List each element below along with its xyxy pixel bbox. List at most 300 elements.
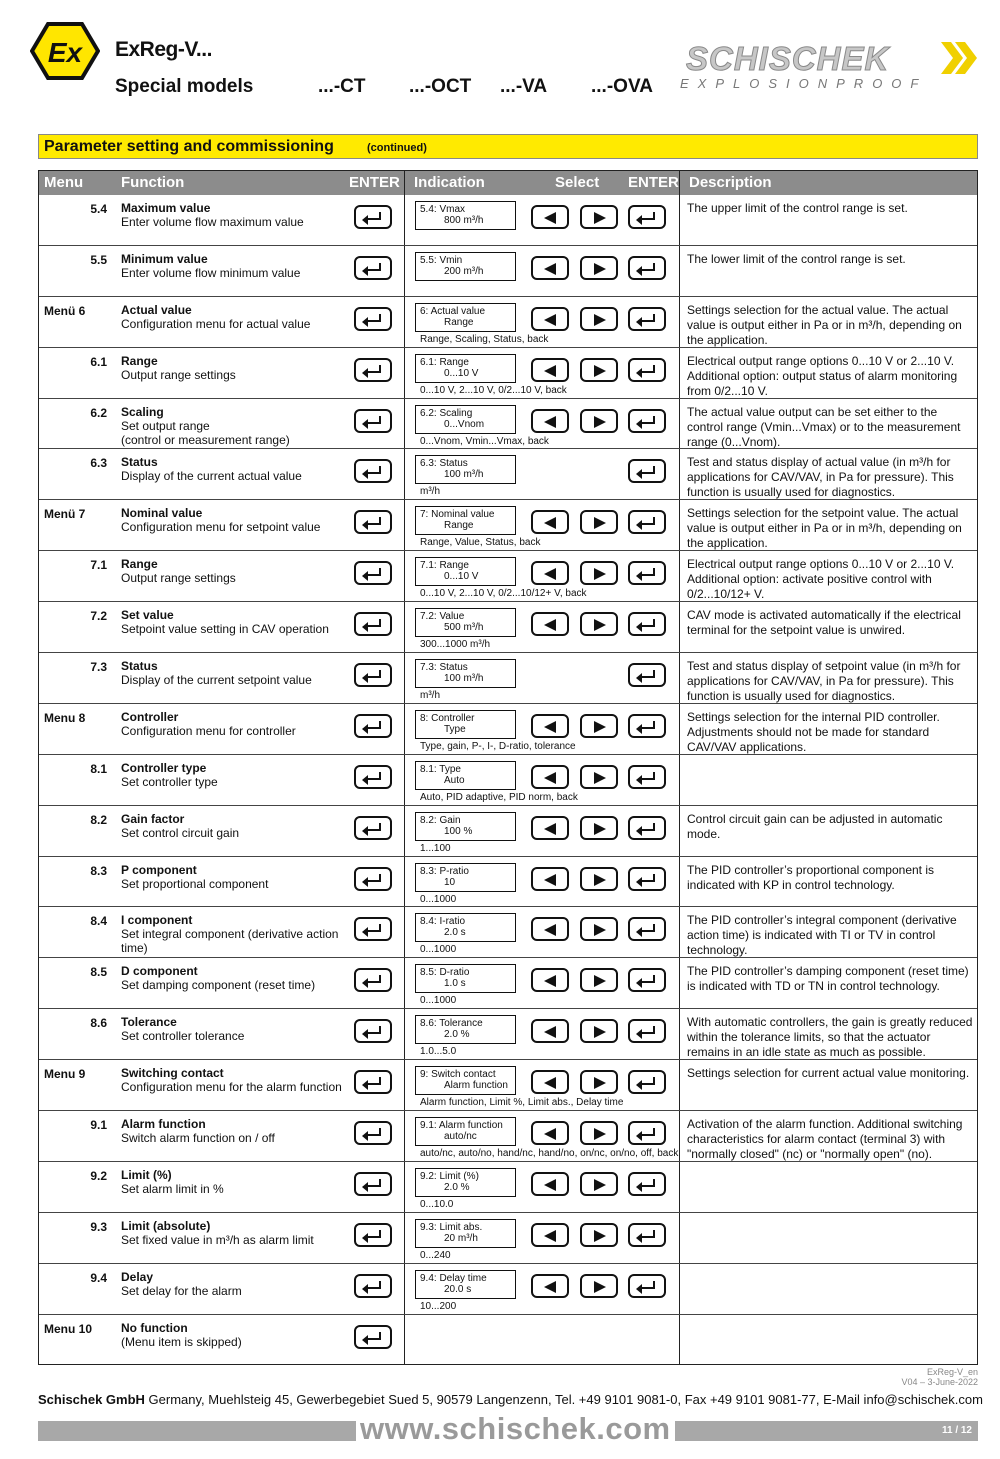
display-line-1: 5.4: Vmax bbox=[420, 204, 466, 215]
enter-key-icon bbox=[628, 459, 666, 483]
function-subtitle: Display of the current setpoint value bbox=[121, 673, 312, 688]
enter-key-icon bbox=[628, 256, 666, 280]
description-text: CAV mode is activated automatically if the electrical terminal for the setpoint value is unwired. bbox=[687, 608, 961, 638]
display-line-2: 2.0 % bbox=[444, 1029, 470, 1041]
arrow-left-key-icon bbox=[531, 409, 569, 433]
arrow-left-key-icon bbox=[531, 714, 569, 738]
options-text: 0...10 V, 2...10 V, 0/2...10 V, back bbox=[420, 384, 567, 396]
menu-number: 8.1 bbox=[90, 761, 107, 776]
display-line-1: 8: Controller bbox=[420, 712, 475, 724]
doc-version bbox=[901, 1367, 978, 1387]
description-text: The lower limit of the control range is set. bbox=[687, 251, 906, 266]
display-line-2: Auto bbox=[444, 774, 465, 786]
arrow-left-key-icon bbox=[531, 510, 569, 534]
table-row bbox=[39, 297, 977, 348]
menu-number: 6.2 bbox=[90, 405, 107, 420]
description-text: The upper limit of the control range is set. bbox=[687, 201, 908, 215]
description-text: The actual value output can be set either to the control range (Vmin...Vmax) or to the measurement range (0...Vnom). bbox=[687, 404, 961, 449]
function-subtitle: Set output range (control or measurement range) bbox=[121, 418, 290, 447]
company-address bbox=[38, 1392, 983, 1407]
display-line-1: 7.1: Range bbox=[420, 560, 469, 572]
function-cell bbox=[121, 303, 351, 331]
enter-key-icon bbox=[628, 816, 666, 840]
display-line-1: 7.3: Status bbox=[420, 662, 468, 674]
display-line-2: 100 m³/h bbox=[444, 673, 484, 685]
function-title: I component bbox=[121, 913, 193, 928]
table-row bbox=[39, 1213, 977, 1264]
options-text: Range, Value, Status, back bbox=[420, 537, 541, 549]
menu-number: 5.5 bbox=[90, 252, 107, 267]
enter-key-icon bbox=[628, 765, 666, 789]
display-line-1: 8.5: D-ratio bbox=[420, 967, 470, 979]
function-title: Maximum value bbox=[121, 201, 211, 215]
chevron-arrows-icon bbox=[941, 42, 983, 74]
variant-ova: ...-OVA bbox=[591, 76, 653, 97]
enter-key-icon bbox=[628, 1121, 666, 1145]
brand-tagline: EXPLOSIONPROOF bbox=[680, 76, 928, 91]
enter-key-icon bbox=[354, 256, 392, 280]
description-text: Control circuit gain can be adjusted in automatic mode. bbox=[687, 811, 943, 841]
function-title: Delay bbox=[121, 1269, 154, 1284]
arrow-right-key-icon bbox=[580, 307, 618, 331]
function-title: Gain factor bbox=[121, 811, 185, 826]
section-note: (continued) bbox=[367, 142, 427, 154]
function-subtitle: Enter volume flow minimum value bbox=[121, 265, 301, 280]
options-text: 0...1000 bbox=[420, 893, 457, 905]
display-line-1: 8.1: Type bbox=[420, 763, 461, 775]
menu-number: 8.2 bbox=[90, 812, 107, 827]
arrow-right-key-icon bbox=[580, 816, 618, 840]
display-line-1: 6.3: Status bbox=[420, 458, 468, 470]
arrow-left-key-icon bbox=[531, 1070, 569, 1094]
arrow-left-key-icon bbox=[531, 1121, 569, 1145]
function-title: Actual value bbox=[121, 302, 192, 317]
function-subtitle: Set damping component (reset time) bbox=[121, 978, 316, 993]
function-cell bbox=[121, 608, 351, 636]
function-subtitle: Output range settings bbox=[121, 367, 236, 382]
display-line-1: 8.4: I-ratio bbox=[420, 916, 466, 928]
lcd-display bbox=[415, 863, 516, 892]
arrow-right-key-icon bbox=[580, 510, 618, 534]
function-cell bbox=[121, 1066, 351, 1094]
table-row bbox=[39, 602, 977, 653]
header-enter-2: ENTER bbox=[628, 174, 679, 191]
lcd-display bbox=[415, 1168, 516, 1197]
display-line-2: Range bbox=[444, 520, 474, 532]
function-subtitle: Set delay for the alarm bbox=[121, 1283, 242, 1298]
table-row bbox=[39, 907, 977, 958]
menu-number: 9.2 bbox=[90, 1168, 107, 1183]
header-select: Select bbox=[555, 174, 600, 191]
description-text: Activation of the alarm function. Additional switching characteristics for alarm contact (terminal 3) with "normally closed" (nc) or "normally open" (no). bbox=[687, 1117, 963, 1162]
arrow-right-key-icon bbox=[580, 409, 618, 433]
enter-key-icon bbox=[354, 917, 392, 941]
function-cell bbox=[121, 710, 351, 738]
table-row bbox=[39, 1162, 977, 1213]
arrow-left-key-icon bbox=[531, 765, 569, 789]
display-line-1: 8.2: Gain bbox=[420, 814, 461, 826]
options-text: 0...240 bbox=[420, 1249, 451, 1261]
section-title: Parameter setting and commissioning bbox=[44, 138, 334, 155]
description-text: Test and status display of actual value (in m³/h for applications for CAV/VAV, in Pa for pressure). This function is usually used for diagnostics. bbox=[687, 455, 954, 500]
options-text: 0...Vnom, Vmin...Vmax, back bbox=[420, 435, 549, 447]
arrow-right-key-icon bbox=[580, 1070, 618, 1094]
display-line-1: 6.1: Range bbox=[420, 356, 469, 368]
options-text: Alarm function, Limit %, Limit abs., Delay time bbox=[420, 1097, 624, 1109]
function-cell bbox=[121, 455, 351, 483]
function-subtitle: Enter volume flow maximum value bbox=[121, 215, 304, 229]
description-text: Electrical output range options 0...10 V or 2...10 V. Additional option: output status of alarm monitoring from 0/2...10 V. bbox=[687, 353, 958, 398]
description-text: With automatic controllers, the gain is greatly reduced within the tolerance limits, so that the actuator remains in an idle state as much as possible. bbox=[687, 1015, 973, 1060]
lcd-display bbox=[415, 1015, 516, 1044]
table-row bbox=[39, 755, 977, 806]
arrow-left-key-icon bbox=[531, 256, 569, 280]
arrow-left-key-icon bbox=[531, 358, 569, 382]
enter-key-icon bbox=[628, 1019, 666, 1043]
enter-key-icon bbox=[354, 1325, 392, 1349]
display-line-2: Range bbox=[444, 316, 474, 328]
description-text: Settings selection for the setpoint value. The actual value is output either in Pa or in m³/h, depending on the application. bbox=[687, 506, 962, 551]
lcd-display bbox=[415, 1117, 516, 1146]
display-line-2: 20.0 s bbox=[444, 1283, 472, 1295]
arrow-right-key-icon bbox=[580, 917, 618, 941]
display-line-2: 1.0 s bbox=[444, 978, 466, 990]
options-text: 0...10.0 bbox=[420, 1198, 454, 1210]
brand-logo bbox=[678, 40, 983, 96]
arrow-right-key-icon bbox=[580, 1019, 618, 1043]
options-text: m³/h bbox=[420, 690, 440, 702]
table-row bbox=[39, 1264, 977, 1315]
website-url[interactable]: www.schischek.com bbox=[356, 1411, 675, 1447]
display-line-2: 500 m³/h bbox=[444, 622, 484, 634]
lcd-display bbox=[415, 506, 516, 535]
description-text: The PID controller’s proportional component is indicated with KP in control technology. bbox=[687, 862, 935, 892]
enter-key-icon bbox=[628, 1223, 666, 1247]
options-text: 0...10 V, 2...10 V, 0/2...10/12+ V, back bbox=[420, 588, 587, 600]
function-cell bbox=[121, 659, 351, 687]
menu-number: Menü 7 bbox=[44, 507, 86, 522]
enter-key-icon bbox=[628, 663, 666, 687]
table-row bbox=[39, 1315, 977, 1366]
lcd-display bbox=[415, 1270, 516, 1299]
function-title: Status bbox=[121, 659, 158, 674]
function-title: Minimum value bbox=[121, 251, 208, 266]
enter-key-icon bbox=[628, 714, 666, 738]
lcd-display bbox=[415, 252, 516, 281]
enter-key-icon bbox=[354, 816, 392, 840]
arrow-right-key-icon bbox=[580, 765, 618, 789]
display-line-1: 9.3: Limit abs. bbox=[420, 1221, 483, 1233]
options-text: 0...1000 bbox=[420, 944, 457, 956]
arrow-right-key-icon bbox=[580, 256, 618, 280]
function-title: Tolerance bbox=[121, 1015, 177, 1030]
special-models-label: Special models bbox=[115, 76, 254, 97]
options-text: Type, gain, P-, I-, D-ratio, tolerance bbox=[420, 740, 576, 752]
table-header bbox=[39, 171, 977, 195]
table-row bbox=[39, 653, 977, 704]
enter-key-icon bbox=[354, 765, 392, 789]
description-text: Settings selection for current actual value monitoring. bbox=[687, 1066, 970, 1081]
function-title: Scaling bbox=[121, 404, 164, 419]
function-title: P component bbox=[121, 862, 197, 877]
arrow-left-key-icon bbox=[531, 917, 569, 941]
menu-number: Menu 10 bbox=[44, 1321, 93, 1336]
function-subtitle: Set fixed value in m³/h as alarm limit bbox=[121, 1232, 314, 1247]
table-row bbox=[39, 857, 977, 908]
function-cell bbox=[121, 863, 351, 891]
function-cell bbox=[121, 812, 351, 840]
table-row bbox=[39, 348, 977, 399]
display-line-2: Alarm function bbox=[444, 1080, 508, 1092]
table-row bbox=[39, 246, 977, 297]
ex-logo bbox=[30, 22, 100, 80]
enter-key-icon bbox=[628, 1274, 666, 1298]
menu-number: 5.4 bbox=[90, 202, 107, 216]
table-row bbox=[39, 1060, 977, 1111]
description-text: Test and status display of setpoint value (in m³/h for applications for CAV/VAV, in Pa for pressure). This function is usually used for diagnostics. bbox=[687, 659, 961, 704]
description-text: Settings selection for the actual value. The actual value is output either in Pa or in m³/h, depending on the application. bbox=[687, 302, 962, 347]
menu-number: 8.4 bbox=[90, 914, 107, 929]
function-cell bbox=[121, 1270, 351, 1298]
variant-oct: ...-OCT bbox=[409, 76, 472, 97]
enter-key-icon bbox=[628, 1070, 666, 1094]
brand-name: SCHISCHEK bbox=[686, 40, 890, 77]
display-line-2: 2.0 s bbox=[444, 927, 466, 939]
enter-key-icon bbox=[628, 612, 666, 636]
menu-number: Menu 8 bbox=[44, 710, 86, 725]
function-subtitle: Configuration menu for the alarm function bbox=[121, 1080, 342, 1095]
function-subtitle: Set integral component (derivative action time) bbox=[121, 927, 339, 956]
function-subtitle: Set control circuit gain bbox=[121, 825, 240, 840]
enter-key-icon bbox=[628, 1172, 666, 1196]
description-text: The PID controller’s damping component (reset time) is indicated with TD or TN in control technology. bbox=[687, 964, 969, 994]
lcd-display bbox=[415, 812, 516, 841]
arrow-right-key-icon bbox=[580, 1121, 618, 1145]
function-title: Range bbox=[121, 353, 158, 368]
product-name: ExReg-V... bbox=[115, 38, 212, 61]
enter-key-icon bbox=[628, 205, 666, 229]
function-subtitle: Set controller type bbox=[121, 774, 218, 789]
display-line-1: 9.2: Limit (%) bbox=[420, 1170, 479, 1182]
table-row bbox=[39, 1111, 977, 1162]
section-title-bar bbox=[38, 134, 978, 159]
lcd-display bbox=[415, 1219, 516, 1248]
arrow-left-key-icon bbox=[531, 1172, 569, 1196]
function-cell bbox=[121, 252, 351, 280]
variant-ct: ...-CT bbox=[318, 76, 366, 97]
function-subtitle: Display of the current actual value bbox=[121, 469, 302, 484]
arrow-left-key-icon bbox=[531, 816, 569, 840]
enter-key-icon bbox=[628, 409, 666, 433]
table-row bbox=[39, 958, 977, 1009]
function-title: Switching contact bbox=[121, 1066, 224, 1081]
lcd-display bbox=[415, 303, 516, 332]
menu-number: 9.1 bbox=[90, 1118, 107, 1133]
table-body bbox=[39, 195, 977, 1365]
options-text: 10...200 bbox=[420, 1300, 457, 1312]
display-line-2: 200 m³/h bbox=[444, 265, 484, 277]
table-row bbox=[39, 806, 977, 857]
function-subtitle: Set proportional component bbox=[121, 876, 269, 891]
function-title: Nominal value bbox=[121, 506, 203, 521]
function-subtitle: (Menu item is skipped) bbox=[121, 1334, 242, 1349]
function-cell bbox=[121, 1219, 351, 1247]
company-name: Schischek GmbH bbox=[38, 1392, 145, 1407]
function-cell bbox=[121, 913, 351, 955]
parameter-table bbox=[38, 170, 978, 1365]
function-title: Alarm function bbox=[121, 1117, 206, 1132]
display-line-2: 100 m³/h bbox=[444, 469, 484, 481]
lcd-display bbox=[415, 557, 516, 586]
enter-key-icon bbox=[354, 561, 392, 585]
arrow-right-key-icon bbox=[580, 714, 618, 738]
arrow-left-key-icon bbox=[531, 612, 569, 636]
arrow-right-key-icon bbox=[580, 968, 618, 992]
enter-key-icon bbox=[628, 358, 666, 382]
display-line-1: 9.4: Delay time bbox=[420, 1272, 487, 1284]
doc-id: ExReg-V_en bbox=[926, 1367, 978, 1377]
table-row bbox=[39, 500, 977, 551]
enter-key-icon bbox=[628, 968, 666, 992]
enter-key-icon bbox=[628, 561, 666, 585]
display-line-1: 7: Nominal value bbox=[420, 509, 495, 521]
enter-key-icon bbox=[354, 510, 392, 534]
arrow-left-key-icon bbox=[531, 205, 569, 229]
header-function: Function bbox=[121, 174, 185, 191]
menu-number: Menu 9 bbox=[44, 1067, 86, 1082]
function-subtitle: Set alarm limit in % bbox=[121, 1181, 224, 1196]
display-line-2: 0...10 V bbox=[444, 571, 479, 583]
lcd-display bbox=[415, 608, 516, 637]
function-subtitle: Configuration menu for actual value bbox=[121, 316, 311, 331]
display-line-1: 6.2: Scaling bbox=[420, 407, 473, 419]
enter-key-icon bbox=[354, 205, 392, 229]
options-text: 300...1000 m³/h bbox=[420, 639, 491, 651]
display-line-1: 6: Actual value bbox=[420, 305, 486, 317]
menu-number: Menü 6 bbox=[44, 303, 86, 318]
arrow-right-key-icon bbox=[580, 1223, 618, 1247]
description-text: Electrical output range options 0...10 V or 2...10 V. Additional option: activate positive control with 0/2...10/12+ V. bbox=[687, 557, 955, 602]
menu-number: 9.3 bbox=[90, 1219, 107, 1234]
function-subtitle: Set controller tolerance bbox=[121, 1029, 245, 1044]
options-text: 1.0...5.0 bbox=[420, 1046, 457, 1058]
menu-number: 8.3 bbox=[90, 863, 107, 878]
function-title: Status bbox=[121, 455, 158, 470]
svg-text:Ex: Ex bbox=[47, 37, 83, 68]
menu-number: 6.3 bbox=[90, 456, 107, 471]
table-row bbox=[39, 704, 977, 755]
lcd-display bbox=[415, 201, 516, 230]
function-title: Controller type bbox=[121, 760, 207, 775]
display-line-2: 0...10 V bbox=[444, 367, 479, 379]
function-title: Limit (%) bbox=[121, 1167, 172, 1182]
display-line-2: 20 m³/h bbox=[444, 1232, 478, 1244]
options-text: m³/h bbox=[420, 486, 440, 498]
display-line-1: 9: Switch contact bbox=[420, 1069, 496, 1081]
function-cell bbox=[121, 964, 351, 992]
enter-key-icon bbox=[628, 867, 666, 891]
function-title: Range bbox=[121, 557, 158, 572]
function-cell bbox=[121, 1015, 351, 1043]
description-text: The PID controller’s integral component (derivative action time) is indicated with TI or TV in control technology. bbox=[687, 913, 957, 958]
display-line-1: 5.5: Vmin bbox=[420, 254, 463, 266]
menu-number: 8.6 bbox=[90, 1016, 107, 1031]
function-subtitle: Configuration menu for setpoint value bbox=[121, 520, 321, 535]
arrow-right-key-icon bbox=[580, 612, 618, 636]
table-row bbox=[39, 449, 977, 500]
header-menu: Menu bbox=[44, 174, 84, 191]
header-enter: ENTER bbox=[349, 174, 400, 191]
lcd-display bbox=[415, 659, 516, 688]
display-line-2: 0...Vnom bbox=[444, 418, 485, 430]
function-cell bbox=[121, 1117, 351, 1145]
options-text: 1...100 bbox=[420, 842, 451, 854]
table-row bbox=[39, 551, 977, 602]
arrow-right-key-icon bbox=[580, 867, 618, 891]
arrow-right-key-icon bbox=[580, 205, 618, 229]
enter-key-icon bbox=[628, 510, 666, 534]
table-row bbox=[39, 399, 977, 450]
lcd-display bbox=[415, 710, 516, 739]
function-subtitle: Configuration menu for controller bbox=[121, 723, 296, 738]
enter-key-icon bbox=[354, 867, 392, 891]
lcd-display bbox=[415, 455, 516, 484]
function-title: Set value bbox=[121, 608, 174, 623]
display-line-2: 100 % bbox=[444, 825, 473, 837]
lcd-display bbox=[415, 354, 516, 383]
display-line-2: Type bbox=[444, 723, 466, 735]
lcd-display bbox=[415, 1066, 516, 1095]
menu-number: 7.2 bbox=[90, 609, 107, 624]
function-subtitle: Setpoint value setting in CAV operation bbox=[121, 622, 329, 637]
enter-key-icon bbox=[354, 409, 392, 433]
enter-key-icon bbox=[354, 714, 392, 738]
arrow-left-key-icon bbox=[531, 867, 569, 891]
function-title: Controller bbox=[121, 709, 179, 724]
display-line-2: 10 bbox=[444, 876, 456, 888]
lcd-display bbox=[415, 964, 516, 993]
function-title: D component bbox=[121, 964, 198, 979]
address-text: Germany, Muehlsteig 45, Gewerbegebiet Sued 5, 90579 Langenzenn, Tel. +49 9101 9081-0, Fax +49 9101 9081-77, E-Mail info@schischek.com bbox=[144, 1392, 983, 1407]
function-subtitle: Output range settings bbox=[121, 571, 236, 586]
enter-key-icon bbox=[354, 968, 392, 992]
header-indication: Indication bbox=[414, 174, 485, 191]
lcd-display bbox=[415, 405, 516, 434]
page-number: 11 / 12 bbox=[941, 1425, 972, 1436]
enter-key-icon bbox=[354, 358, 392, 382]
options-text: 0...1000 bbox=[420, 995, 457, 1007]
enter-key-icon bbox=[354, 1172, 392, 1196]
function-cell bbox=[121, 1168, 351, 1196]
function-cell bbox=[121, 557, 351, 585]
enter-key-icon bbox=[354, 1121, 392, 1145]
function-cell bbox=[121, 506, 351, 534]
table-row bbox=[39, 1009, 977, 1060]
function-cell bbox=[121, 354, 351, 382]
arrow-right-key-icon bbox=[580, 561, 618, 585]
enter-key-icon bbox=[354, 663, 392, 687]
enter-key-icon bbox=[354, 1274, 392, 1298]
menu-number: 9.4 bbox=[90, 1270, 107, 1285]
lcd-display bbox=[415, 913, 516, 942]
enter-key-icon bbox=[628, 917, 666, 941]
arrow-right-key-icon bbox=[580, 1274, 618, 1298]
display-line-2: 800 m³/h bbox=[444, 215, 484, 226]
table-row bbox=[39, 195, 977, 246]
arrow-left-key-icon bbox=[531, 307, 569, 331]
function-cell bbox=[121, 761, 351, 789]
enter-key-icon bbox=[354, 459, 392, 483]
